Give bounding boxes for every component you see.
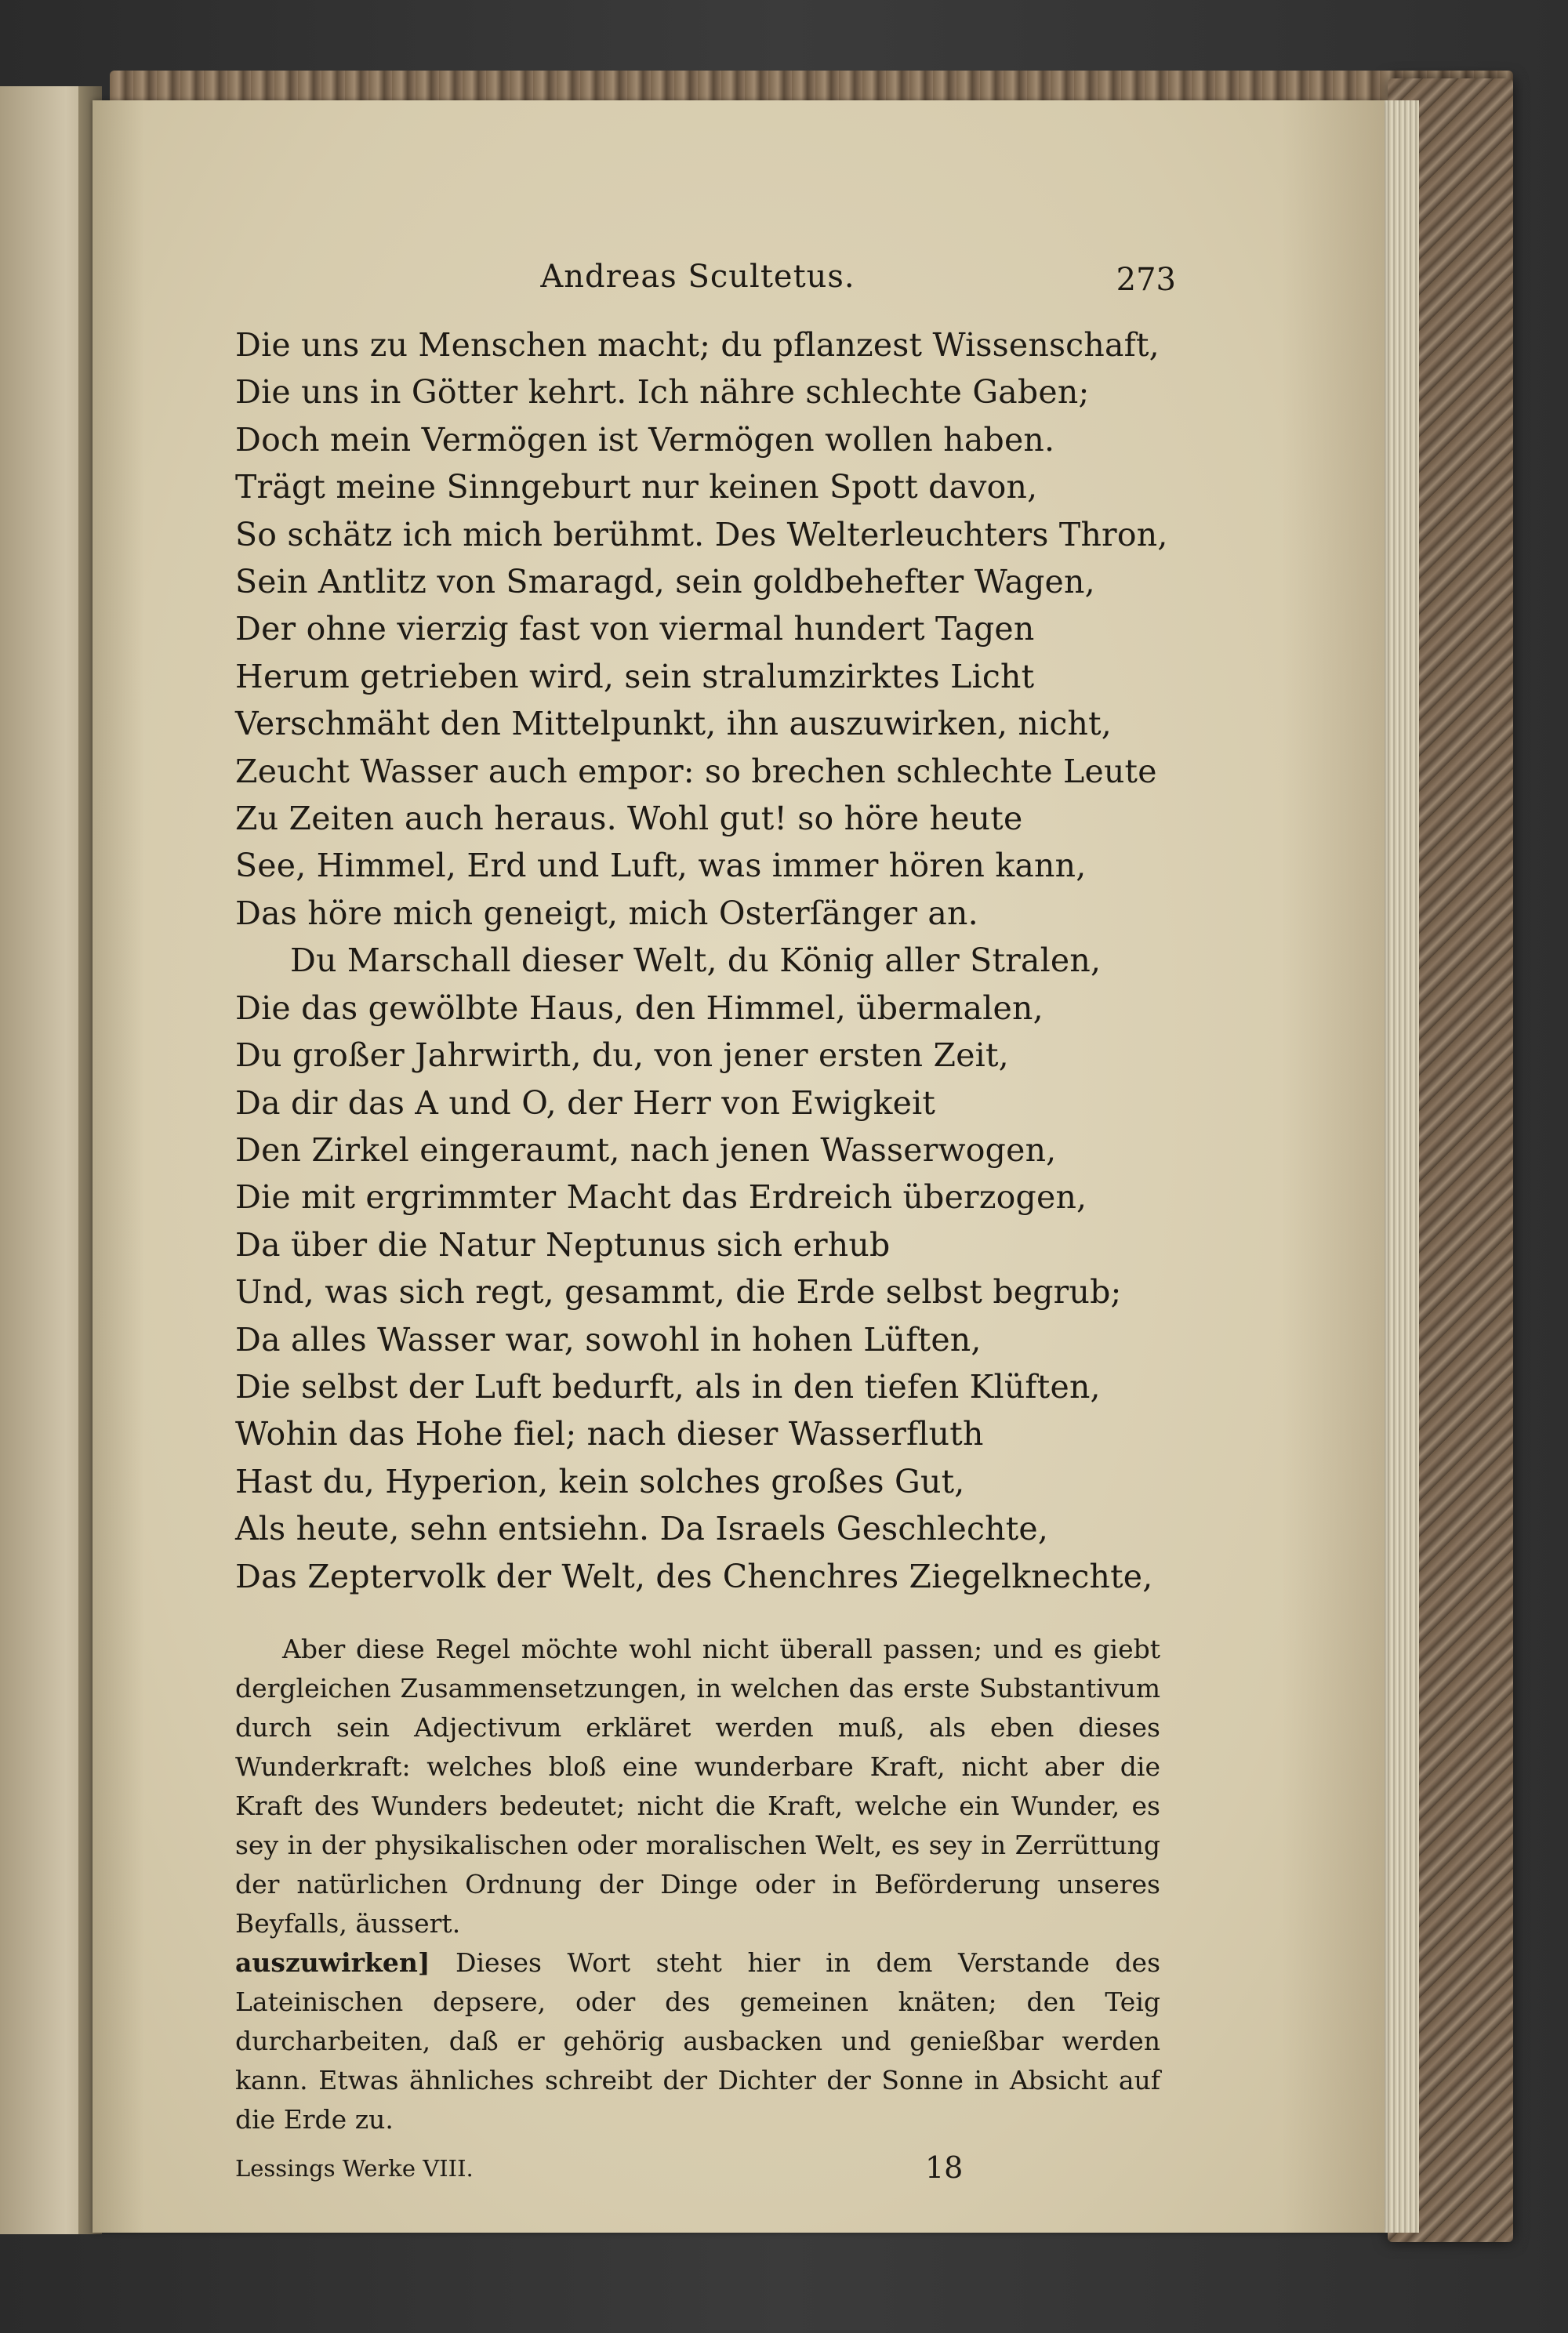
verse-line: Verschmäht den Mittelpunkt, ihn auszuwirken, nicht, — [235, 705, 1112, 743]
verse-line: Da dir das A und O, der Herr von Ewigkeit — [235, 1083, 936, 1122]
page-number: 273 — [1116, 262, 1176, 298]
page-stack-edges — [1385, 100, 1419, 2233]
verse-line: Den Zirkel eingeraumt, nach jenen Wasserwogen, — [235, 1130, 1057, 1169]
footnote-lemma: auszuwirken] — [235, 1947, 430, 1978]
verse-line: Die mit ergrimmter Macht das Erdreich überzogen, — [235, 1178, 1087, 1217]
verse-line: Die selbst der Luft bedurft, als in den tiefen Klüften, — [235, 1367, 1101, 1406]
poem-verse — [235, 321, 1168, 1600]
verse-line: Wohin das Hohe fiel; nach dieser Wasserfluth — [235, 1415, 984, 1453]
verse-line: Herum getrieben wird, sein stralumzirktes Licht — [235, 657, 1035, 695]
printer-signature: Lessings Werke VIII. — [235, 2154, 474, 2182]
verse-line: Und, was sich regt, gesammt, die Erde selbst begrub; — [235, 1273, 1122, 1312]
verse-line: Als heute, sehn entsiehn. Da Israels Geschlechte, — [235, 1510, 1049, 1548]
footnote-paragraph: Aber diese Regel möchte wohl nicht überall passen; und es giebt dergleichen Zusammensetzungen, in welchen das erste Substantivum durch sein Adjectivum erkläret werden muß, als eben dieses Wunderkraft: welches bloß eine wunderbare Kraft, nicht aber die Kraft des Wunders bedeutet; nicht die Kraft, welche ein Wunder, es sey in der physikalischen oder moralischen Welt, es sey in Zerrüttung der natürlichen Ordnung der Dinge oder in Beförderung unseres Beyfalls, äussert. — [235, 1633, 1160, 1939]
verse-line: Die uns in Götter kehrt. Ich nähre schlechte Gaben; — [235, 373, 1090, 412]
verse-line: Das höre mich geneigt, mich Osterſänger an. — [235, 894, 978, 932]
verse-line: Du Marschall dieser Welt, du König aller Stralen, — [290, 942, 1102, 980]
verse-line: So schätz ich mich berühmt. Des Welterleuchters Thron, — [235, 515, 1168, 553]
page-text-block — [235, 259, 1176, 2197]
verse-line: Da über die Natur Neptunus sich erhub — [235, 1225, 891, 1264]
verse-line: Die das gewölbte Haus, den Himmel, übermalen, — [235, 989, 1044, 1027]
verse-line: Hast du, Hyperion, kein solches großes Gut, — [235, 1462, 965, 1500]
footnotes — [235, 1630, 1160, 2139]
verse-line: Trägt meine Sinngeburt nur keinen Spott davon, — [235, 468, 1038, 506]
verse-line: Die uns zu Menschen macht; du pflanzest Wissenschaft, — [235, 326, 1160, 364]
footnote-paragraph-2 — [235, 1943, 1160, 2139]
verse-line: See, Himmel, Erd und Luft, was immer hören kann, — [235, 847, 1087, 885]
verse-line: Sein Antlitz von Smaragd, sein goldbehefter Wagen, — [235, 563, 1095, 601]
sheet-number: 18 — [925, 2150, 964, 2185]
book-cover-top-edge — [110, 71, 1513, 102]
verse-line: Zu Zeiten auch heraus. Wohl gut! so höre heute — [235, 800, 1023, 838]
verse-line: Der ohne vierzig fast von viermal hundert Tagen — [235, 610, 1035, 648]
verse-line: Du großer Jahrwirth, du, von jener ersten Zeit, — [235, 1036, 1009, 1075]
verse-line: Zeucht Wasser auch empor: so brechen schlechte Leute — [235, 752, 1157, 790]
verse-line: Da alles Wasser war, sowohl in hohen Lüften, — [235, 1320, 982, 1359]
running-head-title: Andreas Scultetus. — [540, 259, 855, 295]
verse-line: Doch mein Vermögen ist Vermögen wollen haben. — [235, 420, 1055, 459]
verse-line: Das Zeptervolk der Welt, des Chenchres Ziegelknechte, — [235, 1557, 1153, 1595]
running-head — [235, 259, 1176, 321]
page-footer — [235, 2150, 1160, 2197]
footnote-text: Dieses Wort steht hier in dem Verstande des Lateinischen depsere, oder des gemeinen knäten; den Teig durcharbeiten, daß er gehörig ausbacken und genießbar werden kann. Etwas ähnliches schreibt der Dichter der Sonne in Absicht auf die Erde zu. — [235, 1947, 1161, 2135]
